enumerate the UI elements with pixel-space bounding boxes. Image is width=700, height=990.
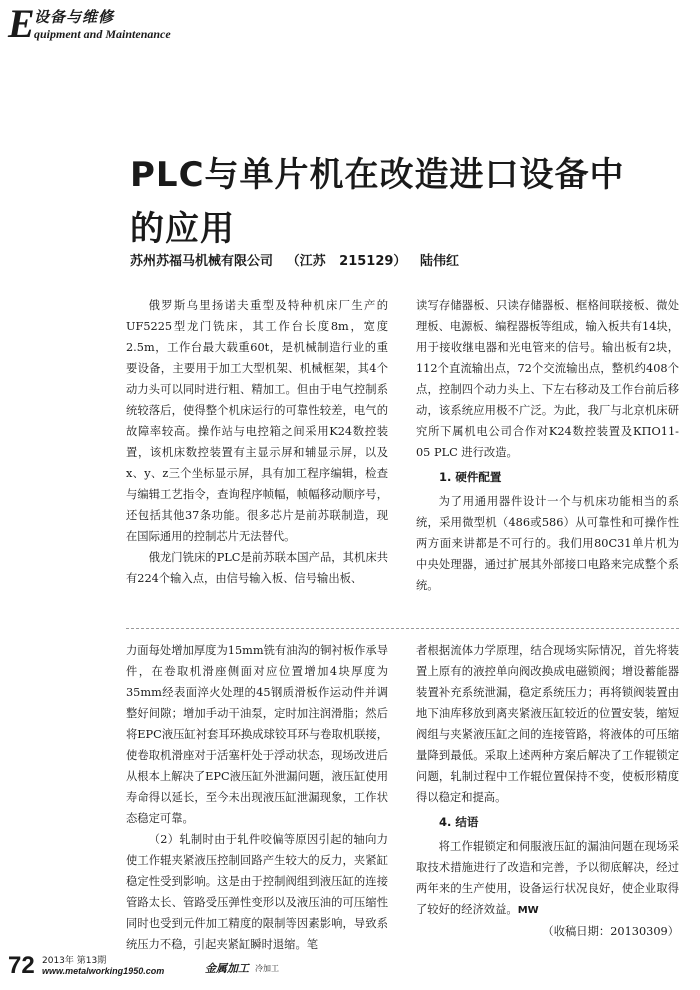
- article-title: PLC与单片机在改造进口设备中的应用: [130, 155, 625, 249]
- column-4: [416, 640, 679, 942]
- magazine-logo: 金属加工: [205, 962, 249, 975]
- section-letter: E: [8, 1, 35, 46]
- issue-info: 2013年 第13期: [42, 956, 107, 966]
- paragraph: 力面每处增加厚度为15mm铣有油沟的铜衬板作承导件，在卷取机滑座侧面对应位置增加4块厚度为35mm经表面淬火处理的45钢质滑板作运动件并调整好间隙；增加手动干油泵，定时加注润滑脂；然后将EPC液压缸衬套耳环换成球铰耳环与卷取机联接，使卷取机滑座对于活塞杆处于浮动状态，现场改进后从根本上解决了EPC液压缸外泄漏问题，液压缸使用寿命得以延长，至今未出现液压缸泄漏现象，工作状态稳定可靠。: [126, 644, 388, 825]
- paragraph: （2）轧制时由于轧件咬偏等原因引起的轴向力使工作辊夹紧液压控制回路产生较大的反力，夹紧缸稳定性受到影响。这是由于控制阀组到液压缸的连接管路太长、管路受压弹性变形以及液压油的可压缩性同时也受到元件加工精度的限制等因素影响，导致系统压力不稳，引起夹紧缸瞬时退缩。笔: [126, 833, 388, 951]
- section-heading: 1. 硬件配置: [439, 470, 502, 484]
- column-2: [416, 295, 679, 596]
- section-title-cn: 设备与维修: [34, 8, 115, 26]
- paragraph: 俄罗斯乌里扬诺夫重型及特种机床厂生产的UF5225型龙门铣床，其工作台长度8m，宽度2.5m，工作台最大载重60t，是机械制造行业的重要设备，主要用于加工大型机架、机械框架，其4个动力头可以同时进行粗、精加工。但由于电气控制系统较落后，使得整个机床运行的可靠性较差，电气的故障率较高。操作站与电控箱之间采用K24数控装置，该机床数控装置有主显示屏和辅显示屏，以及x、y、z三个坐标显示屏，具有加工程序编辑，检查与编辑工艺指令，查询程序帧幅，帧幅移动顺序号，还包括其他37条功能。很多芯片是前苏联制造，现在国际通用的控制芯片无法替代。: [126, 299, 388, 543]
- paragraph: 为了用通用器件设计一个与机床功能相当的系统，采用微型机（486或586）从可靠性和可操作性两方面来讲都是不可行的。我们用80C31单片机为中央处理器，通过扩展其外部接口电路来完成整个系统。: [416, 495, 679, 592]
- article-byline: 苏州苏福马机械有限公司 （江苏 215129） 陆伟红: [130, 254, 460, 269]
- page-number: 72: [8, 952, 35, 979]
- paragraph: 者根据流体力学原理，结合现场实际情况，首先将装置上原有的液控单向阀改换成电磁锁阀；增设蓄能器装置补充系统泄漏，稳定系统压力；再将锁阀装置由地下油库移放到离夹紧液压缸较近的位置安装，缩短阀组与夹紧液压缸之间的连接管路，将液体的可压缩量降到最低。采取上述两种方案后解决了工作辊锁定问题，轧制过程中工作辊位置保持不变，使板形精度得以稳定和提高。: [416, 644, 679, 804]
- paragraph: 读写存储器板、只读存储器板、框格间联接板、微处理板、电源板、编程器板等组成，输入板共有14块，用于接收继电器和光电管来的信号。输出板有2块，112个直流输出点，72个交流输出点，整机约408个点，控制四个动力头上、下左右移动及工作台前后移动，该系统应用极不广泛。为此，我厂与北京机床研究所下属机电公司合作对K24数控装置及КПО11-05 PLC 进行改造。: [416, 299, 679, 459]
- article-divider: [126, 628, 679, 629]
- paragraph: 俄龙门铣床的PLC是前苏联本国产品，其机床共有224个输入点，由信号输入板、信号输出板、: [126, 551, 388, 585]
- section-title-en: quipment and Maintenance: [34, 27, 171, 41]
- magazine-logo-sub: 冷加工: [255, 964, 279, 973]
- paragraph-text: 将工作辊锁定和伺服液压缸的漏油问题在现场采取技术措施进行了改造和完善，予以彻底解决，经过两年来的生产使用，设备运行状况良好，使企业取得了较好的经济效益。: [416, 840, 679, 916]
- website-url: www.metalworking1950.com: [42, 966, 165, 976]
- column-3: [126, 640, 388, 955]
- section-heading: 4. 结语: [439, 815, 479, 829]
- column-1: [126, 295, 388, 589]
- received-date: （收稿日期：20130309）: [542, 925, 679, 938]
- mw-end-mark: MW: [517, 905, 539, 916]
- paragraph: [416, 836, 679, 921]
